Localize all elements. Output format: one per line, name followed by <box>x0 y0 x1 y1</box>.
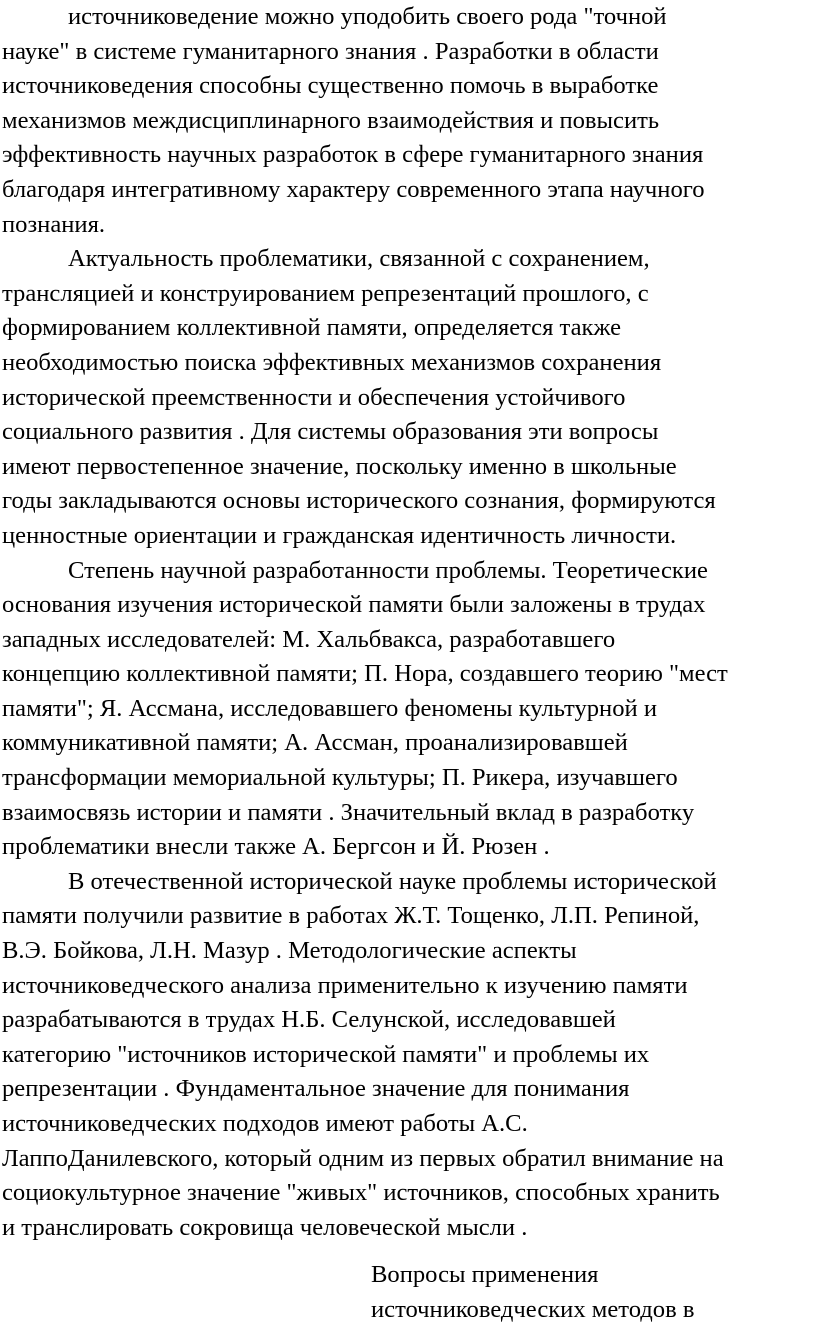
paragraph-line: и транслировать сокровища человеческой мысли . <box>2 1213 528 1241</box>
paragraph-line: ценностные ориентации и гражданская идентичность личности. <box>2 521 677 549</box>
paragraph-line: В.Э. Бойкова, Л.Н. Мазур . Методологические аспекты <box>2 937 577 965</box>
paragraph-line: исторической преемственности и обеспечения устойчивого <box>2 383 626 411</box>
paragraph-line: имеют первостепенное значение, поскольку именно в школьные <box>2 452 677 480</box>
paragraph-line: механизмов междисциплинарного взаимодействия и повысить <box>2 106 660 134</box>
paragraph-line: Степень научной разработанности проблемы. Теоретические <box>68 556 708 584</box>
paragraph-intro-continuation <box>2 0 814 242</box>
paragraph-line: проблематики внесли также А. Бергсон и Й. Рюзен . <box>2 833 550 861</box>
paragraph-line: взаимосвязь истории и памяти . Значительный вклад в разработку <box>2 798 695 826</box>
paragraph-line: ЛаппоДанилевского, который одним из первых обратил внимание на <box>2 1144 724 1172</box>
paragraph-line: концепцию коллективной памяти; П. Нора, создавшего теорию "мест <box>2 660 728 688</box>
paragraph-line: трансформации мемориальной культуры; П. Рикера, изучавшего <box>2 764 678 792</box>
paragraph-line: благодаря интегративному характеру современного этапа научного <box>2 175 705 203</box>
paragraph-line: необходимостью поиска эффективных механизмов сохранения <box>2 348 662 376</box>
paragraph-line: памяти"; Я. Ассмана, исследовавшего феномены культурной и <box>2 694 657 722</box>
paragraph-line: социального развития . Для системы образования эти вопросы <box>2 418 659 446</box>
paragraph-line: коммуникативной памяти; А. Ассман, проанализировавшей <box>2 729 628 757</box>
paragraph-relevance <box>2 242 814 553</box>
trailing-text-block <box>371 1258 811 1327</box>
paragraph-line: формированием коллективной памяти, определяется также <box>2 314 622 342</box>
paragraph-line: В отечественной исторической науке проблемы исторической <box>68 867 717 895</box>
paragraph-line: репрезентации . Фундаментальное значение для понимания <box>2 1075 630 1103</box>
paragraph-line: источниковедения способны существенно помочь в выработке <box>2 72 659 100</box>
paragraph-line: разрабатываются в трудах Н.Б. Селунской, исследовавшей <box>2 1006 616 1034</box>
trailing-line: источниковедческих методов в <box>371 1295 695 1323</box>
paragraph-line: источниковедение можно уподобить своего рода "точной <box>68 3 667 30</box>
paragraph-research-degree <box>2 554 814 865</box>
paragraph-line: годы закладываются основы исторического сознания, формируются <box>2 487 716 515</box>
document-page <box>2 0 814 1245</box>
paragraph-line: эффективность научных разработок в сфере гуманитарного знания <box>2 141 704 169</box>
paragraph-line: основания изучения исторической памяти были заложены в трудах <box>2 591 706 619</box>
paragraph-line: западных исследователей: М. Хальбвакса, разработавшего <box>2 625 616 653</box>
trailing-line: Вопросы применения <box>371 1261 599 1288</box>
paragraph-line: категорию "источников исторической памяти" и проблемы их <box>2 1040 650 1068</box>
paragraph-line: трансляцией и конструированием репрезентаций прошлого, с <box>2 279 649 307</box>
paragraph-line: источниковедческих подходов имеют работы А.С. <box>2 1110 528 1137</box>
paragraph-line: Актуальность проблематики, связанной с сохранением, <box>68 245 650 273</box>
paragraph-line: памяти получили развитие в работах Ж.Т. Тощенко, Л.П. Репиной, <box>2 902 700 930</box>
paragraph-line: источниковедческого анализа применительно к изучению памяти <box>2 971 688 999</box>
paragraph-line: познания. <box>2 210 106 238</box>
paragraph-line: социокультурное значение "живых" источников, способных хранить <box>2 1179 720 1207</box>
paragraph-domestic-science <box>2 865 814 1246</box>
paragraph-line: науке" в системе гуманитарного знания . Разработки в области <box>2 37 659 65</box>
